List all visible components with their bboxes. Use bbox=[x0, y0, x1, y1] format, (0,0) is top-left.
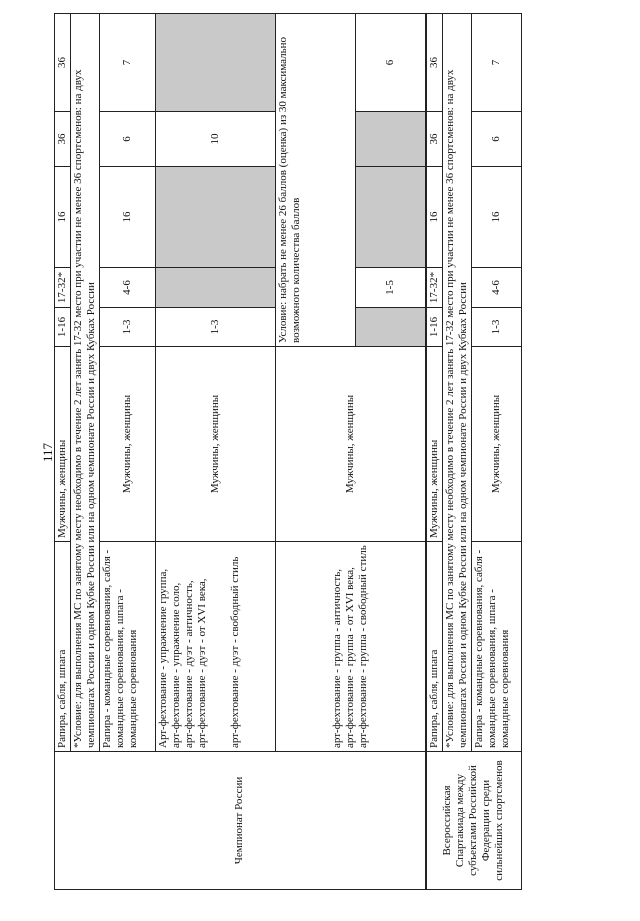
rotated-page bbox=[40, 12, 620, 892]
value-cell: 7 bbox=[100, 14, 156, 112]
group-cell: Мужчины, женщины bbox=[471, 347, 521, 542]
shaded-cell bbox=[156, 167, 276, 268]
value-cell: 36 bbox=[55, 14, 71, 112]
table-row bbox=[426, 14, 443, 890]
value-cell: 36 bbox=[426, 14, 443, 112]
value-cell: 6 bbox=[100, 112, 156, 167]
discipline-cell: арт-фехтование - группа - античность, арт-фехтование - группа - от XVI века, арт-фехтование - группа - свободный стиль bbox=[276, 542, 426, 752]
value-cell: 1-5 bbox=[356, 268, 426, 308]
group-cell: Мужчины, женщины bbox=[156, 347, 276, 542]
value-cell: 16 bbox=[100, 167, 156, 268]
discipline-cell: Рапира - командные соревнования, сабля - командные соревнования, шпага - командные соревнования bbox=[471, 542, 521, 752]
condition-note: Условие: набрать не менее 26 баллов (оценка) из 30 максимально возможного количества баллов bbox=[276, 14, 356, 347]
value-cell: 16 bbox=[426, 167, 443, 268]
value-cell: 6 bbox=[356, 14, 426, 112]
group-cell: Мужчины, женщины bbox=[55, 347, 71, 542]
value-cell: 17-32* bbox=[426, 268, 443, 308]
shaded-cell bbox=[156, 268, 276, 308]
discipline-cell: Рапира, сабля, шпага bbox=[426, 542, 443, 752]
group-cell: Мужчины, женщины bbox=[276, 347, 426, 542]
event-cell: Всероссийская Спартакиада между субъектами Российской Федерации среди сильнейших спортсменов bbox=[426, 752, 522, 890]
value-cell: 4-6 bbox=[100, 268, 156, 308]
group-cell: Мужчины, женщины bbox=[426, 347, 443, 542]
shaded-cell bbox=[356, 167, 426, 268]
value-cell: 17-32* bbox=[55, 268, 71, 308]
value-cell: 16 bbox=[471, 167, 521, 268]
value-cell: 1-3 bbox=[471, 308, 521, 347]
value-cell: 4-6 bbox=[471, 268, 521, 308]
value-cell: 1-3 bbox=[100, 308, 156, 347]
page-number: 117 bbox=[40, 442, 55, 462]
table-row bbox=[55, 14, 71, 890]
value-cell: 10 bbox=[156, 112, 276, 167]
value-cell: 7 bbox=[471, 14, 521, 112]
event-cell: Чемпионат России bbox=[55, 752, 426, 890]
discipline-cell: Рапира, сабля, шпага bbox=[55, 542, 71, 752]
shaded-cell bbox=[356, 308, 426, 347]
value-cell: 1-16 bbox=[55, 308, 71, 347]
condition-note: *Условие: для выполнения МС по занятому месту необходимо в течение 2 лет занять 17-32 место при участии не менее 36 спортсменов: на двух чемпионатах России и одном Кубке России или на одном чемпионате России и двух Кубках России bbox=[71, 14, 100, 752]
condition-note: *Условие: для выполнения МС по занятому месту необходимо в течение 2 лет занять 17-32 место при участии не менее 36 спортсменов: на двух чемпионатах России и одном Кубке России или на одном чемпионате России и двух Кубках России bbox=[442, 14, 471, 752]
value-cell: 16 bbox=[55, 167, 71, 268]
value-cell: 36 bbox=[426, 112, 443, 167]
discipline-cell: Рапира - командные соревнования, сабля - командные соревнования, шпага - командные соревнования bbox=[100, 542, 156, 752]
value-cell: 1-16 bbox=[426, 308, 443, 347]
value-cell: 1-3 bbox=[156, 308, 276, 347]
discipline-cell: Арт-фехтование - упражнение группа, арт-фехтование - упражнение соло, арт-фехтование - дуэт - античность, арт-фехтование - дуэт - от XVI века, арт-фехтование - дуэт - свободный стиль bbox=[156, 542, 276, 752]
ranking-table bbox=[54, 13, 522, 890]
group-cell: Мужчины, женщины bbox=[100, 347, 156, 542]
value-cell: 36 bbox=[55, 112, 71, 167]
shaded-cell bbox=[156, 14, 276, 112]
shaded-cell bbox=[356, 112, 426, 167]
value-cell: 6 bbox=[471, 112, 521, 167]
